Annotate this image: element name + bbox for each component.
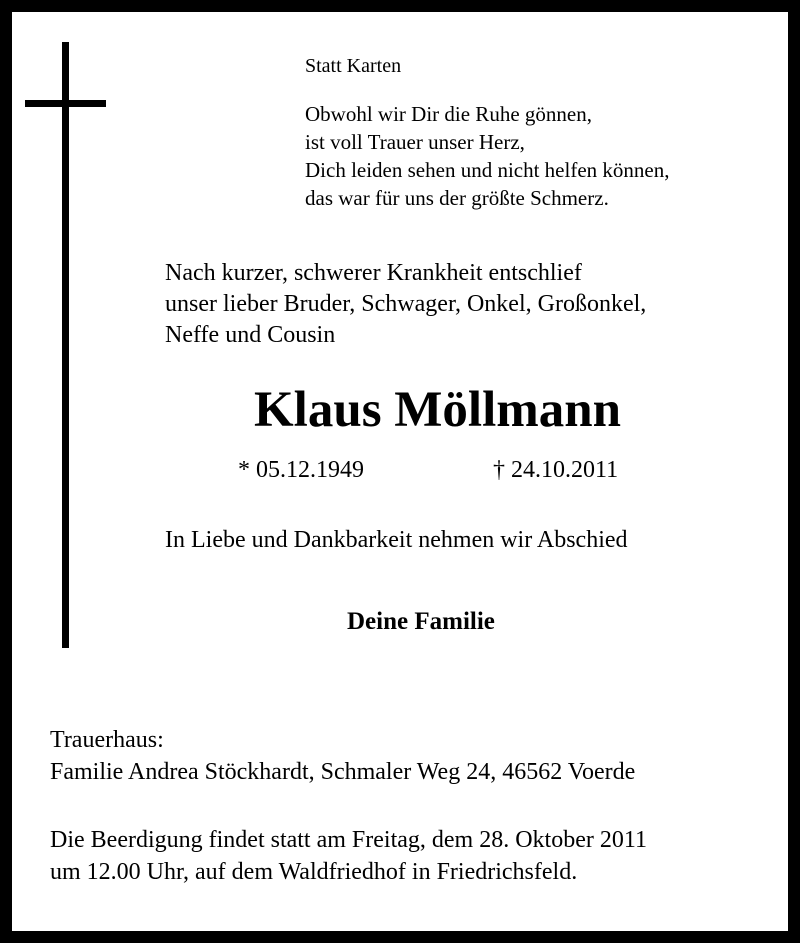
death-date: † 24.10.2011: [493, 457, 619, 483]
funeral-line: Die Beerdigung findet statt am Freitag, dem 28. Oktober 2011: [50, 827, 647, 853]
poem-line: ist voll Trauer unser Herz,: [305, 130, 525, 154]
statt-karten-note: Statt Karten: [305, 55, 402, 77]
mourning-house-label: Trauerhaus:: [50, 727, 164, 753]
funeral-line: um 12.00 Uhr, auf dem Waldfriedhof in Friedrichsfeld.: [50, 859, 578, 885]
birth-date: * 05.12.1949: [238, 457, 364, 483]
cross-vertical-bar: [62, 42, 69, 648]
family-signature: Deine Familie: [347, 608, 495, 635]
mourning-house-address: Familie Andrea Stöckhardt, Schmaler Weg 24, 46562 Voerde: [50, 759, 636, 785]
poem-line: Obwohl wir Dir die Ruhe gönnen,: [305, 102, 592, 126]
poem-line: Dich leiden sehen und nicht helfen können,: [305, 158, 670, 182]
deceased-name: Klaus Möllmann: [254, 382, 621, 438]
farewell-line: In Liebe und Dankbarkeit nehmen wir Abschied: [165, 527, 628, 553]
memorial-poem: [305, 100, 669, 212]
funeral-details: [50, 824, 647, 888]
intro-line: Neffe und Cousin: [165, 322, 336, 348]
intro-line: Nach kurzer, schwerer Krankheit entschlief: [165, 260, 582, 286]
cross-horizontal-bar: [25, 100, 106, 107]
death-announcement-text: [165, 258, 646, 351]
mourning-house: [50, 724, 635, 788]
poem-line: das war für uns der größte Schmerz.: [305, 186, 609, 210]
intro-line: unser lieber Bruder, Schwager, Onkel, Großonkel,: [165, 291, 647, 317]
